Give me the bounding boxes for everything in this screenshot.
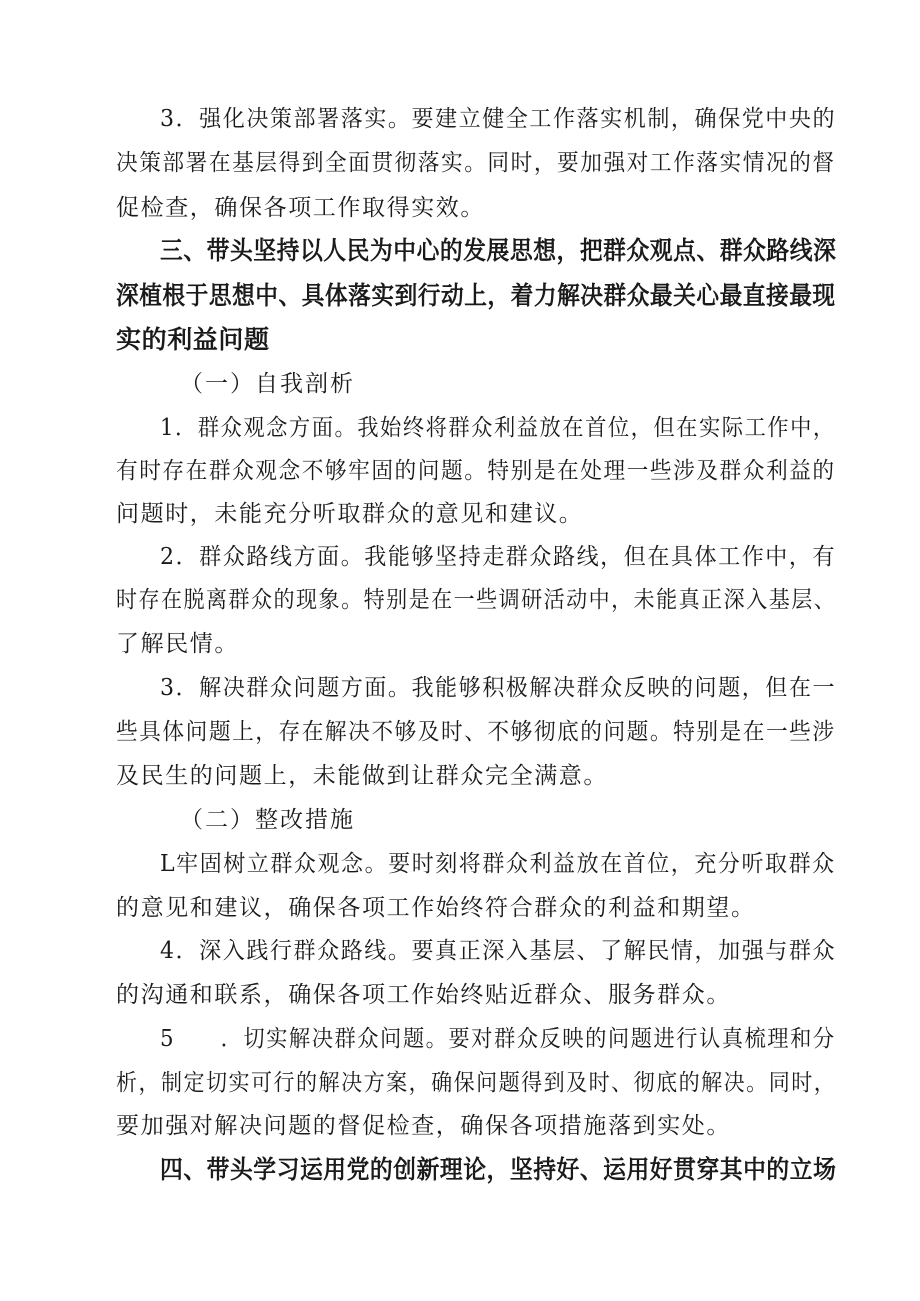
text-line: 2．群众路线方面。我能够坚持走群众路线，但在具体工作中，有 — [160, 544, 837, 570]
text-line: 时存在脱离群众的现象。特别是在一些调研活动中，未能真正深入基层、 — [116, 587, 837, 613]
text-line: 问题时，未能充分听取群众的意见和建议。 — [116, 501, 584, 527]
text-line: 3．解决群众问题方面。我能够积极解决群众反映的问题，但在一 — [160, 675, 837, 701]
section-heading: 实的利益问题 — [116, 325, 270, 354]
text-line: 5 ．切实解决群众问题。要对群众反映的问题进行认真梳理和分 — [160, 1026, 836, 1052]
text-line: 些具体问题上，存在解决不够及时、不够彻底的问题。特别是在一些涉 — [116, 719, 836, 745]
section-heading: 三、带头坚持以人民为中心的发展思想，把群众观点、群众路线深 — [160, 236, 837, 265]
text-line: 促检查，确保各项工作取得实效。 — [116, 195, 485, 221]
text-line: 及民生的问题上，未能做到让群众完全满意。 — [116, 763, 608, 789]
text-line: L牢固树立群众观念。要时刻将群众利益放在首位，充分听取群众 — [160, 851, 836, 877]
text-line: 的沟通和联系，确保各项工作始终贴近群众、服务群众。 — [116, 982, 731, 1008]
text-line: 析，制定切实可行的解决方案，确保问题得到及时、彻底的解决。同时， — [116, 1070, 837, 1096]
text-line: 了解民情。 — [116, 631, 239, 657]
text-line: 要加强对解决问题的督促检查，确保各项措施落到实处。 — [116, 1113, 731, 1139]
text-line: 3．强化决策部署落实。要建立健全工作落实机制，确保党中央的 — [160, 106, 837, 132]
subsection-heading: （一）自我剖析 — [180, 371, 355, 397]
text-line: 4．深入践行群众路线。要真正深入基层、了解民情，加强与群众 — [160, 938, 837, 964]
text-line: 1．群众观念方面。我始终将群众利益放在首位，但在实际工作中， — [160, 415, 836, 441]
section-heading: 四、带头学习运用党的创新理论，坚持好、运用好贯穿其中的立场 — [160, 1155, 837, 1184]
text-line: 决策部署在基层得到全面贯彻落实。同时，要加强对工作落实情况的督 — [116, 150, 836, 176]
section-heading: 深植根于思想中、具体落实到行动上，着力解决群众最关心最直接最现 — [116, 281, 836, 310]
subsection-heading: （二）整改措施 — [180, 807, 355, 833]
text-line: 有时存在群众观念不够牢固的问题。特别是在处理一些涉及群众利益的 — [116, 458, 836, 484]
text-line: 的意见和建议，确保各项工作始终符合群众的利益和期望。 — [116, 895, 756, 921]
